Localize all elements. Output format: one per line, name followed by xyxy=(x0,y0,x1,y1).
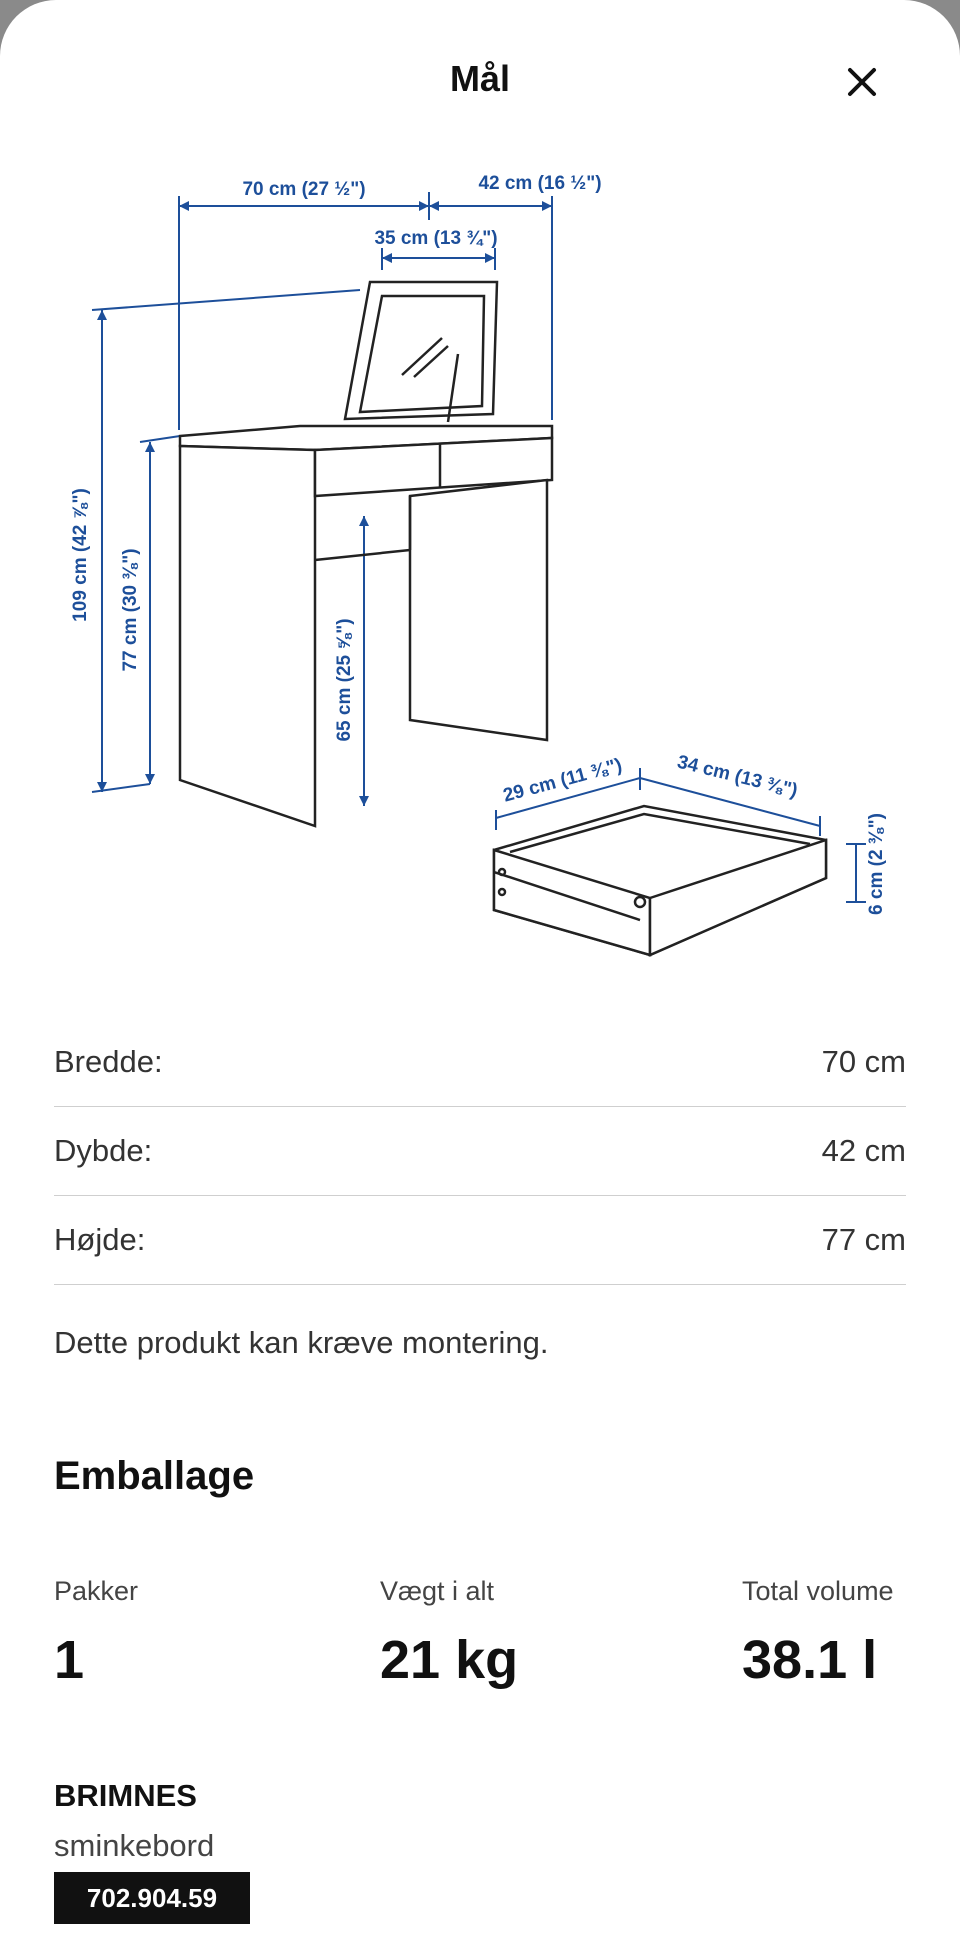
dimension-value: 77 cm xyxy=(821,1222,906,1257)
label-mirror: 35 cm (13 ¾") xyxy=(374,228,498,249)
furniture-diagram xyxy=(50,150,910,1000)
stat-value: 21 kg xyxy=(380,1630,519,1690)
stat-packages xyxy=(54,1576,138,1691)
dimension-label: Dybde: xyxy=(54,1133,153,1168)
dimension-value: 70 cm xyxy=(821,1044,906,1079)
stat-label: Pakker xyxy=(54,1576,139,1606)
dimension-row-width xyxy=(54,1018,906,1107)
dressing-table-outline xyxy=(180,282,826,955)
label-drawer-height: 6 cm (2 ⅜") xyxy=(866,813,887,915)
stat-weight xyxy=(380,1576,518,1691)
product-name: BRIMNES xyxy=(54,1778,197,1813)
dimension-label: Bredde: xyxy=(54,1044,163,1079)
dimension-value: 42 cm xyxy=(821,1133,906,1168)
label-table-height: 77 cm (30 ⅜") xyxy=(120,548,141,672)
stat-value: 1 xyxy=(54,1630,85,1690)
dimension-label: Højde: xyxy=(54,1222,146,1257)
label-drawer-depth: 34 cm (13 ⅜") xyxy=(675,751,800,802)
label-total-height: 109 cm (42 ⅞") xyxy=(70,488,91,622)
label-drawer-width: 29 cm (11 ⅜") xyxy=(500,754,625,807)
assembly-note: Dette produkt kan kræve montering. xyxy=(54,1325,549,1360)
label-depth: 42 cm (16 ½") xyxy=(478,173,602,194)
article-number-badge: 702.904.59 xyxy=(54,1872,250,1924)
dimension-row-depth xyxy=(54,1107,906,1196)
stat-label: Total volume xyxy=(742,1576,894,1606)
close-icon[interactable] xyxy=(838,58,886,106)
sheet-title: Mål xyxy=(449,58,510,99)
dimension-drawing xyxy=(50,150,910,1000)
stat-label: Vægt i alt xyxy=(380,1576,495,1606)
product-type: sminkebord xyxy=(54,1828,215,1863)
packaging-heading: Emballage xyxy=(54,1454,255,1498)
label-leg-clearance: 65 cm (25 ⅝") xyxy=(334,618,355,742)
stat-volume xyxy=(742,1576,894,1691)
sheet-header xyxy=(0,0,960,120)
label-width: 70 cm (27 ½") xyxy=(242,179,366,200)
stat-value: 38.1 l xyxy=(742,1630,878,1690)
dimension-row-height xyxy=(54,1196,906,1285)
